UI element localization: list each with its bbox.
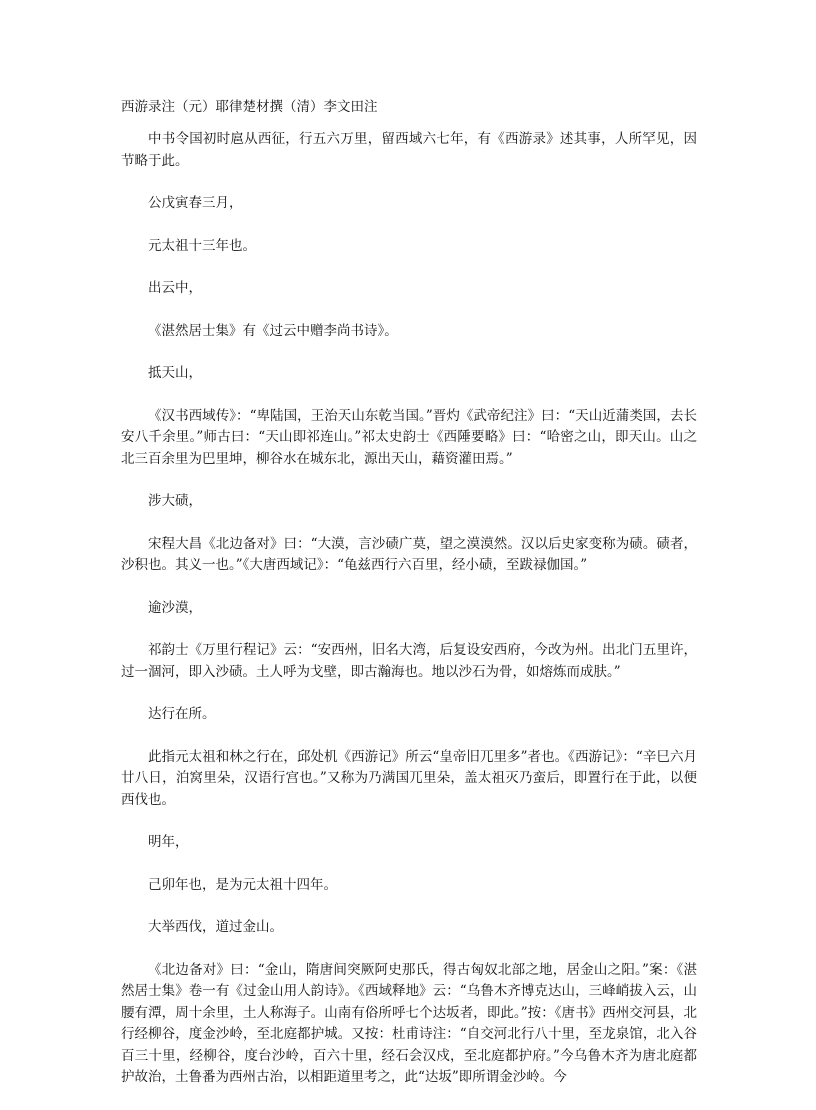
paragraph-note: 《汉书西域传》：“卑陆国，王治天山东乾当国。”晋灼《武帝纪注》曰：“天山近蒲类国，去长安八千余里。”师古曰：“天山即祁连山。”祁太史韵士《西陲要略》曰：“哈密之山，即天山。山之北三百余里为巴里坤，柳谷水在城东北，源出天山，藉资灌田焉。” (121, 407, 697, 467)
document-body (121, 129, 697, 1110)
paragraph-line: 明年， (148, 834, 189, 850)
paragraph-line: 大举西伐，道过金山。 (148, 919, 283, 935)
paragraph-line: 出云中， (148, 280, 202, 296)
paragraph-note: 己卯年也，是为元太祖十四年。 (148, 876, 337, 893)
paragraph-line: 逾沙漠， (148, 599, 202, 616)
paragraph-line: 涉大碛， (148, 493, 202, 509)
paragraph-line: 抵天山， (148, 365, 202, 381)
paragraph-note: 元太祖十三年也。 (148, 237, 256, 254)
paragraph-note: 《北边备对》曰：“金山，隋唐间突厥阿史那氏，得古匈奴北部之地，居金山之阳。”案：《湛然居士集》卷一有《过金山用人韵诗》。《西域释地》云：“乌鲁木齐博克达山，三峰峭拔入云，山腰有潭，周十余里，土人称海子。山南有俗所呼七个达坂者，即此。”按：《唐书》西州交河县，北行经柳谷，度金沙岭，至北庭都护城。又按：杜甫诗注：“自交河北行八十里，至龙泉馆，北入谷百三十里，经柳谷，度台沙岭，百六十里，经石会汉戍，至北庭都护府。”今乌鲁木齐为唐北庭都护故治，土鲁番为西州古治，以相距道里考之，此“达坂”即所谓金沙岭。今 (121, 961, 697, 1085)
document-title: 西游录注（元）耶律楚材撰（清）李文田注 (121, 99, 378, 115)
paragraph-line: 达行在所。 (148, 706, 216, 722)
paragraph-note: 宋程大昌《北边备对》曰：“大漠，言沙碛广莫，望之漠漠然。汉以后史家变称为碛。碛者，沙积也。其义一也。”《大唐西域记》：“龟兹西行六百里，经小碛，至跋禄伽国。” (121, 535, 697, 573)
paragraph-note: 《湛然居士集》有《过云中赠李尚书诗》。 (148, 322, 398, 339)
paragraph-intro: 中书令国初时扈从西征，行五六万里，留西域六七年，有《西游录》述其事，人所罕见，因节略于此。 (121, 131, 697, 169)
paragraph-note: 祁韵士《万里行程记》云：“安西州，旧名大湾，后复设安西府，今改为州。出北门五里许，过一涸河，即入沙碛。土人呼为戈壁，即古瀚海也。地以沙石为骨，如熔炼而成肤。” (121, 642, 697, 680)
paragraph-line: 公戊寅春三月， (148, 195, 243, 211)
paragraph-note: 此指元太祖和林之行在，邱处机《西游记》所云“皇帝旧兀里多”者也。《西游记》：“辛巳六月廿八日，泊窝里朵，汉语行宫也。”又称为乃满国兀里朵，盖太祖灭乃蛮后，即置行在于此，以便西伐也。 (121, 748, 697, 808)
